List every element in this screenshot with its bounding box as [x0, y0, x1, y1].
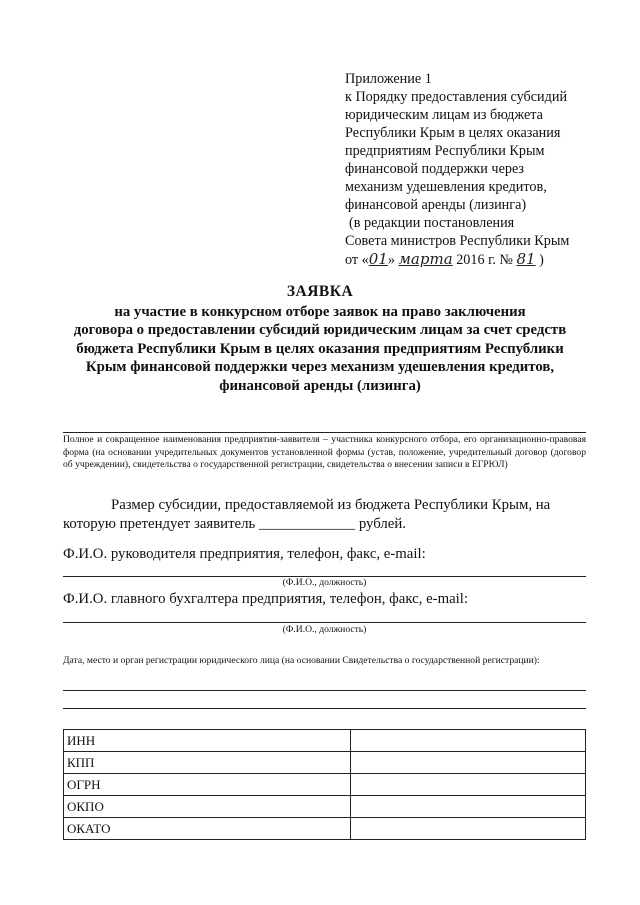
applicant-name-line [63, 432, 586, 433]
appendix-line: (в редакции постановления [349, 215, 515, 231]
head-caption: (Ф.И.О., должность) [282, 577, 367, 588]
registration-note: Дата, место и орган регистрации юридического лица (на основании Свидетельства о государственной регистрации): [63, 655, 540, 666]
accountant-input-line [63, 622, 586, 623]
accountant-label: Ф.И.О. главного бухгалтера предприятия, телефон, факс, e-mail: [63, 591, 469, 607]
code-value [351, 752, 586, 774]
table-row [64, 774, 586, 796]
title-line: на участие в конкурсном отборе заявок на право заключения [114, 303, 526, 320]
applicant-name-note: Полное и сокращенное наименования предприятия-заявителя – участника конкурсного отбора, его организационно-правовая форма (на основании учредительных документов установленной формы (устав, положение, учредительный договор (договор об учреждении), свидетельства о государственной регистрации, свидетельства о внесении записи в ЕГРЮЛ) [63, 434, 586, 471]
appendix-block [345, 70, 615, 269]
title-line: бюджета Республики Крым в целях оказания предприятиям Республики [76, 340, 564, 357]
appendix-line: механизм удешевления кредитов, [345, 179, 547, 195]
title-main: ЗАЯВКА [286, 283, 354, 300]
code-label: КПП [64, 752, 351, 774]
code-label: ОКПО [64, 796, 351, 818]
code-label: ОГРН [64, 774, 351, 796]
appendix-line: Совета министров Республики Крым [345, 233, 570, 249]
table-row [64, 818, 586, 840]
table-row [64, 752, 586, 774]
title-line: Крым финансовой поддержки через механизм удешевления кредитов, [85, 359, 555, 375]
appendix-line: юридическим лицам из бюджета [345, 107, 543, 123]
appendix-line: Приложение 1 [345, 71, 432, 87]
registration-line-2 [63, 708, 586, 709]
appendix-line: к Порядку предоставления субсидий [345, 89, 568, 105]
handwritten-doc-number: 81 [516, 250, 536, 268]
code-label: ИНН [64, 730, 351, 752]
date-prefix: от « [345, 252, 369, 268]
document-title [50, 283, 590, 395]
handwritten-day: 01 [368, 250, 388, 268]
subsidy-line-1: Размер субсидии, предоставляемой из бюджета Республики Крым, на [111, 497, 551, 513]
table-row [64, 796, 586, 818]
appendix-date-line [345, 250, 615, 269]
appendix-line: финансовой поддержки через [345, 161, 525, 177]
code-value [351, 796, 586, 818]
table-row [64, 730, 586, 752]
appendix-line: Республики Крым в целях оказания [345, 125, 561, 141]
date-year-no: 2016 г. № [452, 252, 517, 268]
appendix-line: финансовой аренды (лизинга) [345, 197, 527, 213]
title-line: договора о предоставлении субсидий юридическим лицам за счет средств [73, 322, 567, 338]
appendix-line: предприятиям Республики Крым [345, 143, 545, 159]
date-suffix: ) [535, 252, 544, 268]
date-mid: » [387, 252, 399, 268]
subsidy-line-2: которую претендует заявитель _____________ рублей. [63, 516, 406, 532]
code-value [351, 730, 586, 752]
title-line: финансовой аренды (лизинга) [219, 377, 421, 394]
code-value [351, 774, 586, 796]
registration-line-1 [63, 690, 586, 691]
head-label: Ф.И.О. руководителя предприятия, телефон, факс, e-mail: [63, 546, 426, 562]
codes-table [63, 729, 586, 840]
handwritten-month: марта [398, 250, 453, 268]
code-value [351, 818, 586, 840]
code-label: ОКАТО [64, 818, 351, 840]
accountant-caption: (Ф.И.О., должность) [282, 624, 367, 635]
